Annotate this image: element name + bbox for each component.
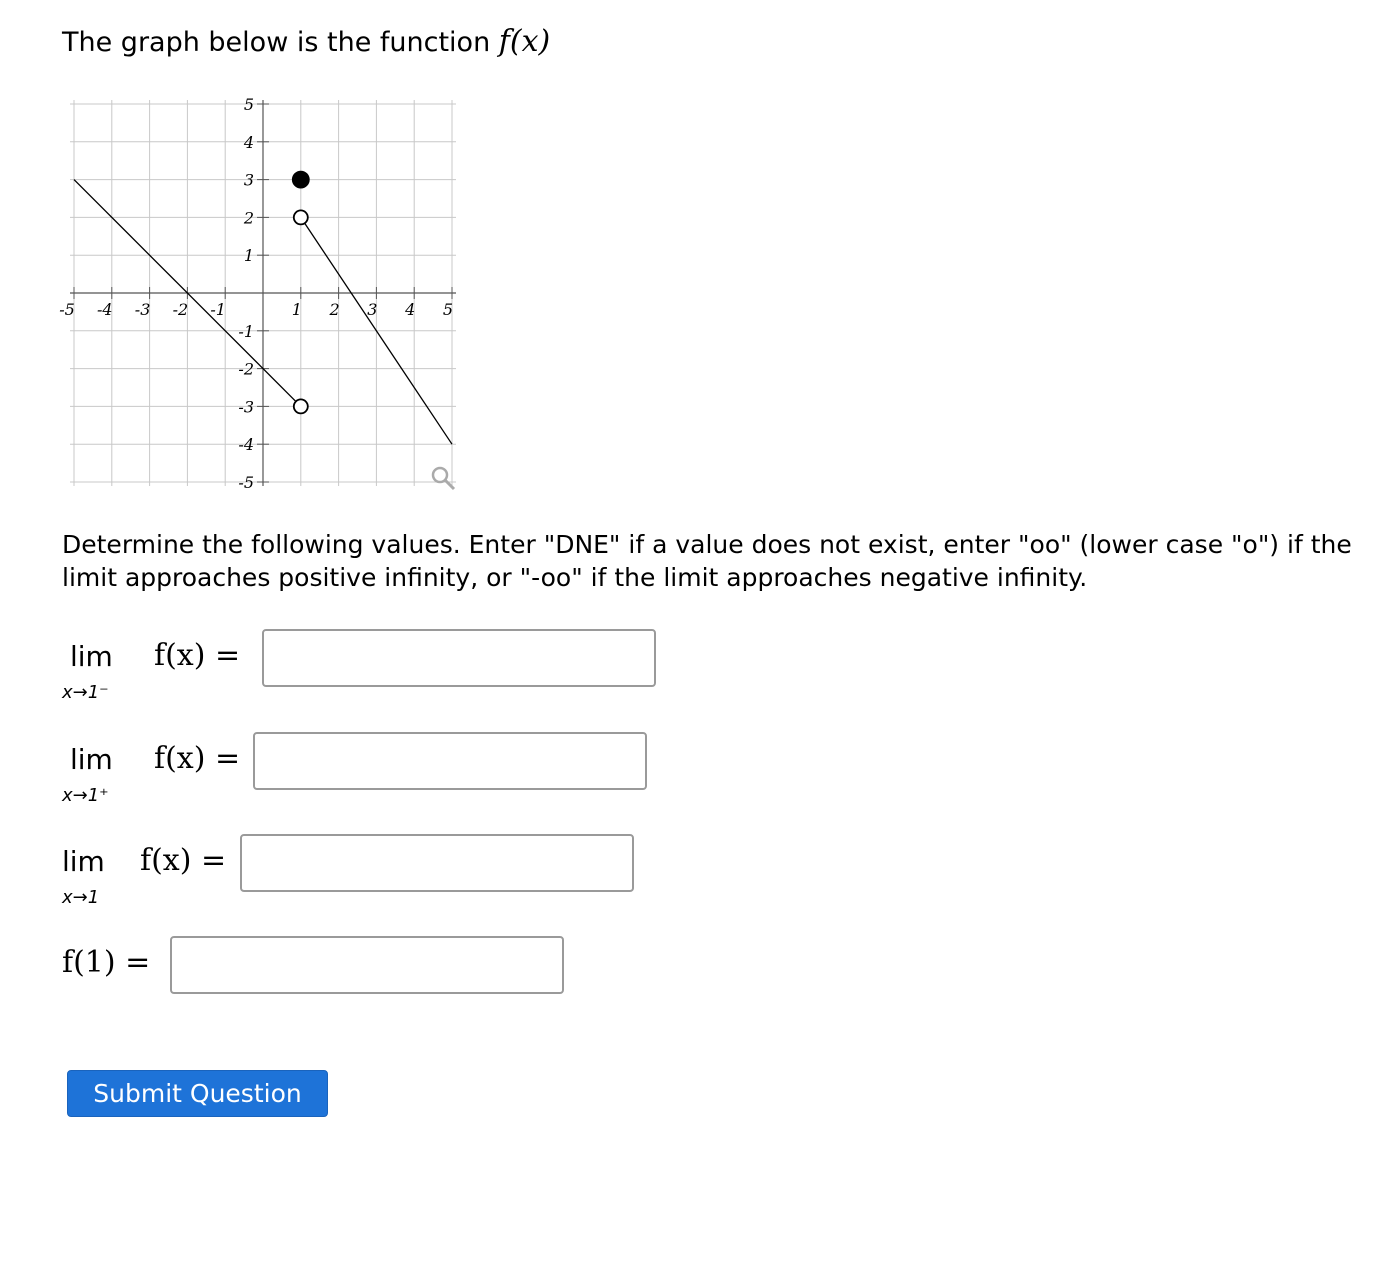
x-tick-label: -3 xyxy=(134,300,151,319)
function-graph xyxy=(58,86,468,500)
x-tick-label: -4 xyxy=(97,300,113,319)
open-point-upper xyxy=(294,210,308,224)
title-text: The graph below is the function xyxy=(62,27,491,58)
answer-input-left-limit[interactable] xyxy=(262,629,656,687)
title-function: f(x) xyxy=(498,24,551,59)
magnifier-icon[interactable] xyxy=(433,468,454,489)
lim-label: lim xyxy=(70,640,113,673)
y-tick-label: -1 xyxy=(238,321,254,341)
answer-input-function-value[interactable] xyxy=(170,936,564,994)
open-point-lower xyxy=(294,399,308,413)
lim-subscript: x→1 xyxy=(62,887,100,908)
y-tick-label: -5 xyxy=(238,473,254,492)
closed-point xyxy=(293,172,309,188)
y-tick-label: -2 xyxy=(238,359,254,379)
x-tick-label: 5 xyxy=(442,300,454,319)
y-tick-label: 3 xyxy=(243,170,254,190)
lim-subscript: x→1⁺ xyxy=(62,785,109,806)
function-label: f(x) = xyxy=(140,843,227,878)
function-label: f(1) = xyxy=(62,945,151,980)
y-tick-label: 5 xyxy=(243,95,254,114)
instructions-text: Determine the following values. Enter "DNE" if a value does not exist, enter "oo" (lower case "o") if the limit approaches positive infinity, or "-oo" if the limit approaches negative infinity. xyxy=(62,530,1352,592)
x-tick-label: 3 xyxy=(367,300,378,319)
answer-input-two-sided-limit[interactable] xyxy=(240,834,634,892)
graph-axes xyxy=(70,100,456,486)
function-label: f(x) = xyxy=(154,741,241,776)
x-tick-label: 1 xyxy=(291,300,302,319)
x-tick-label: -2 xyxy=(172,300,189,319)
y-tick-label: -3 xyxy=(238,397,254,417)
y-tick-label: 4 xyxy=(243,132,254,152)
x-tick-label: 2 xyxy=(329,300,340,319)
x-tick-label: -1 xyxy=(210,300,226,319)
function-label: f(x) = xyxy=(154,638,241,673)
lim-subscript: x→1⁻ xyxy=(62,682,109,703)
y-tick-label: 2 xyxy=(243,208,254,228)
x-tick-label: -5 xyxy=(59,300,75,319)
submit-question-button[interactable]: Submit Question xyxy=(67,1070,328,1117)
y-tick-label: -4 xyxy=(238,435,254,455)
question-title xyxy=(62,22,550,63)
y-tick-label: 1 xyxy=(243,246,254,266)
lim-label: lim xyxy=(70,743,113,776)
answer-input-right-limit[interactable] xyxy=(253,732,647,790)
x-tick-label: 4 xyxy=(405,300,416,319)
lim-label: lim xyxy=(62,845,105,878)
